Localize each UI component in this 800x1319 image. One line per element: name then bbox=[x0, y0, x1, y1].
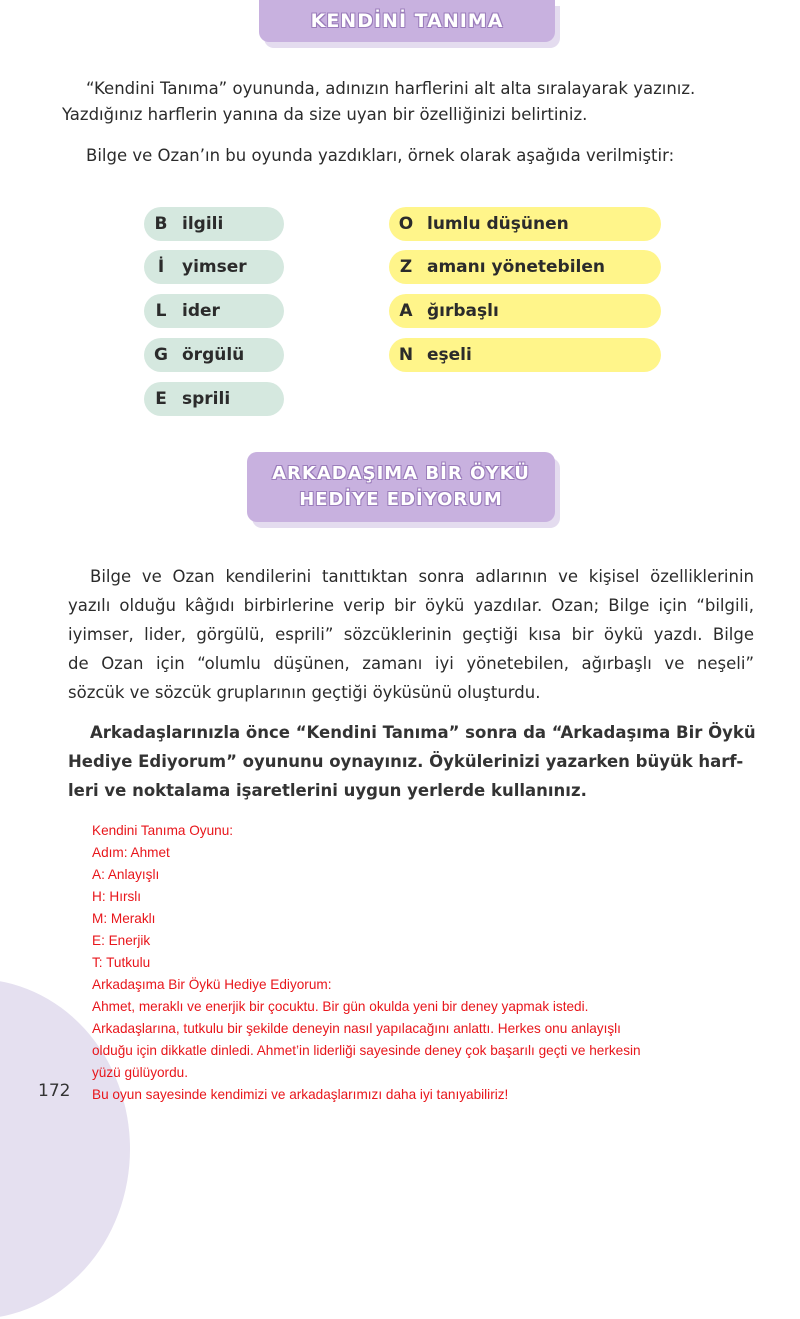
answer-line: Ahmet, meraklı ve enerjik bir çocuktu. Bir gün okulda yeni bir deney yapmak istedi. bbox=[92, 999, 589, 1014]
bilge-item-5 bbox=[144, 382, 284, 416]
story-intro-line: iyimser, lider, görgülü, esprili” sözcüklerinin geçtiği kısa bir öykü yazdı. Bilge bbox=[68, 625, 754, 644]
answer-line: Kendini Tanıma Oyunu: bbox=[92, 823, 234, 838]
answer-line: yüzü gülüyordu. bbox=[92, 1065, 188, 1080]
pill-word: örgülü bbox=[182, 345, 245, 365]
bilge-item-2 bbox=[144, 250, 284, 284]
pill-letter: O bbox=[398, 214, 414, 234]
answer-line: E: Enerjik bbox=[92, 933, 151, 948]
pill-word: sprili bbox=[182, 389, 231, 409]
pill-word: eşeli bbox=[427, 345, 472, 365]
banner-line-2: HEDİYE EDİYORUM bbox=[299, 489, 503, 510]
story-intro-paragraph bbox=[68, 562, 754, 707]
answer-line: H: Hırslı bbox=[92, 889, 142, 904]
task-line: leri ve noktalama işaretlerini uygun yerlerde kullanınız. bbox=[68, 781, 587, 800]
intro-paragraph bbox=[62, 76, 762, 128]
pill-word: ilgili bbox=[182, 214, 224, 234]
pill-word: yimser bbox=[182, 257, 247, 277]
bilge-item-1 bbox=[144, 207, 284, 241]
intro-line-2: Yazdığınız harflerin yanına da size uyan bir özelliğinizi belirtiniz. bbox=[62, 105, 588, 124]
ozan-item-1 bbox=[389, 207, 661, 241]
answer-line: T: Tutkulu bbox=[92, 955, 151, 970]
ozan-item-2 bbox=[389, 250, 661, 284]
page-number: 172 bbox=[38, 1081, 71, 1101]
answer-line: Arkadaşlarına, tutkulu bir şekilde deneyin nasıl yapılacağını anlattı. Herkes onu anlayışlı bbox=[92, 1021, 621, 1036]
story-intro-line: sözcük ve sözcük gruplarının geçtiği öyküsünü oluşturdu. bbox=[68, 683, 541, 702]
pill-letter: A bbox=[399, 301, 413, 321]
pill-word: amanı yönetebilen bbox=[427, 257, 606, 277]
intro-line-1: “Kendini Tanıma” oyununda, adınızın harflerini alt alta sıralayarak yazınız. bbox=[86, 79, 696, 98]
pill-letter: E bbox=[155, 389, 167, 409]
answer-line: Adım: Ahmet bbox=[92, 845, 170, 860]
answer-line: Bu oyun sayesinde kendimizi ve arkadaşlarımızı daha iyi tanıyabiliriz! bbox=[92, 1087, 509, 1102]
handwritten-answer bbox=[92, 820, 796, 1106]
story-intro-line: Bilge ve Ozan kendilerini tanıttıktan sonra adlarının ve kişisel özelliklerinin bbox=[90, 567, 754, 586]
pill-letter: B bbox=[154, 214, 168, 234]
section-title-arkadasima-bir-oyku bbox=[247, 452, 555, 522]
bilge-item-3 bbox=[144, 294, 284, 328]
task-paragraph bbox=[68, 718, 754, 805]
ozan-item-4 bbox=[389, 338, 661, 372]
story-intro-line: de Ozan için “olumlu düşünen, zamanı iyi yönetebilen, ağırbaşlı ve neşeli” bbox=[68, 654, 754, 673]
answer-line: M: Meraklı bbox=[92, 911, 156, 926]
section-title-kendini-tanima: KENDİNİ TANIMA bbox=[259, 0, 555, 42]
pill-letter: İ bbox=[157, 257, 165, 277]
pill-word: ğırbaşlı bbox=[427, 301, 499, 321]
answer-line: A: Anlayışlı bbox=[92, 867, 160, 882]
pill-letter: N bbox=[398, 345, 414, 365]
banner-line-1: ARKADAŞIMA BİR ÖYKÜ bbox=[272, 463, 530, 484]
ozan-item-3 bbox=[389, 294, 661, 328]
answer-line: Arkadaşıma Bir Öykü Hediye Ediyorum: bbox=[92, 977, 332, 992]
pill-word: lumlu düşünen bbox=[427, 214, 569, 234]
bilge-item-4 bbox=[144, 338, 284, 372]
task-line: Hediye Ediyorum” oyununu oynayınız. Öykülerinizi yazarken büyük harf- bbox=[68, 752, 744, 771]
answer-line: olduğu için dikkatle dinledi. Ahmet’in liderliği sayesinde deney çok başarılı geçti ve herkesin bbox=[92, 1043, 641, 1058]
pill-letter: G bbox=[154, 345, 168, 365]
pill-letter: Z bbox=[399, 257, 413, 277]
example-sentence: Bilge ve Ozan’ın bu oyunda yazdıkları, örnek olarak aşağıda verilmiştir: bbox=[86, 146, 675, 165]
task-line: Arkadaşlarınızla önce “Kendini Tanıma” sonra da “Arkadaşıma Bir Öykü bbox=[90, 723, 756, 742]
pill-letter: L bbox=[155, 301, 167, 321]
story-intro-line: yazılı olduğu kâğıdı birbirlerine verip bir öykü yazdılar. Ozan; Bilge için “bilgili, bbox=[68, 596, 754, 615]
pill-word: ider bbox=[182, 301, 220, 321]
